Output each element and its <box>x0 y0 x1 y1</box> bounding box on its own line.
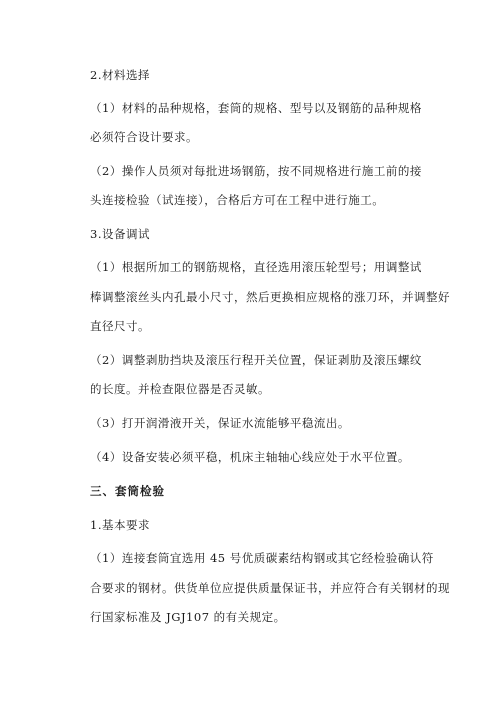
paragraph-line: （1）材料的品种规格，套筒的规格、型号以及钢筋的品种规格 <box>90 101 422 115</box>
subsection-heading-basic-requirements: 1.基本要求 <box>90 518 150 532</box>
subsection-heading-material-selection: 2.材料选择 <box>90 68 150 82</box>
section-heading-sleeve-inspection: 三、套筒检验 <box>90 484 165 498</box>
subsection-heading-equipment-debug: 3.设备调试 <box>90 227 150 241</box>
paragraph-line: 头连接检验（试连接），合格后方可在工程中进行施工。 <box>90 193 385 207</box>
paragraph-line: （2）调整剥肋挡块及滚压行程开关位置，保证剥肋及滚压螺纹 <box>90 353 422 367</box>
paragraph-line: 行国家标准及 JGJ107 的有关规定。 <box>90 610 286 624</box>
paragraph-line: 必须符合设计要求。 <box>90 130 198 144</box>
paragraph-line: 棒调整滚丝头内孔最小尺寸，然后更换相应规格的涨刀环，并调整好 <box>90 290 450 304</box>
paragraph-line: 合要求的钢材。供货单位应提供质量保证书，并应符合有关钢材的现 <box>90 581 450 595</box>
paragraph-line: 的长度。并检查限位器是否灵敏。 <box>90 382 270 396</box>
paragraph-line: （1）根据所加工的钢筋规格，直径选用滚压轮型号；用调整试 <box>90 260 422 274</box>
paragraph-line: （3）打开润滑液开关，保证水流能够平稳流出。 <box>90 416 350 430</box>
paragraph-line: （4）设备安装必须平稳，机床主轴轴心线应处于水平位置。 <box>90 450 410 464</box>
paragraph-line: 直径尺寸。 <box>90 319 150 333</box>
paragraph-line: （2）操作人员须对每批进场钢筋，按不同规格进行施工前的接 <box>90 164 422 178</box>
paragraph-line: （1）连接套筒宜选用 45 号优质碳素结构钢或其它经检验确认符 <box>90 551 434 565</box>
